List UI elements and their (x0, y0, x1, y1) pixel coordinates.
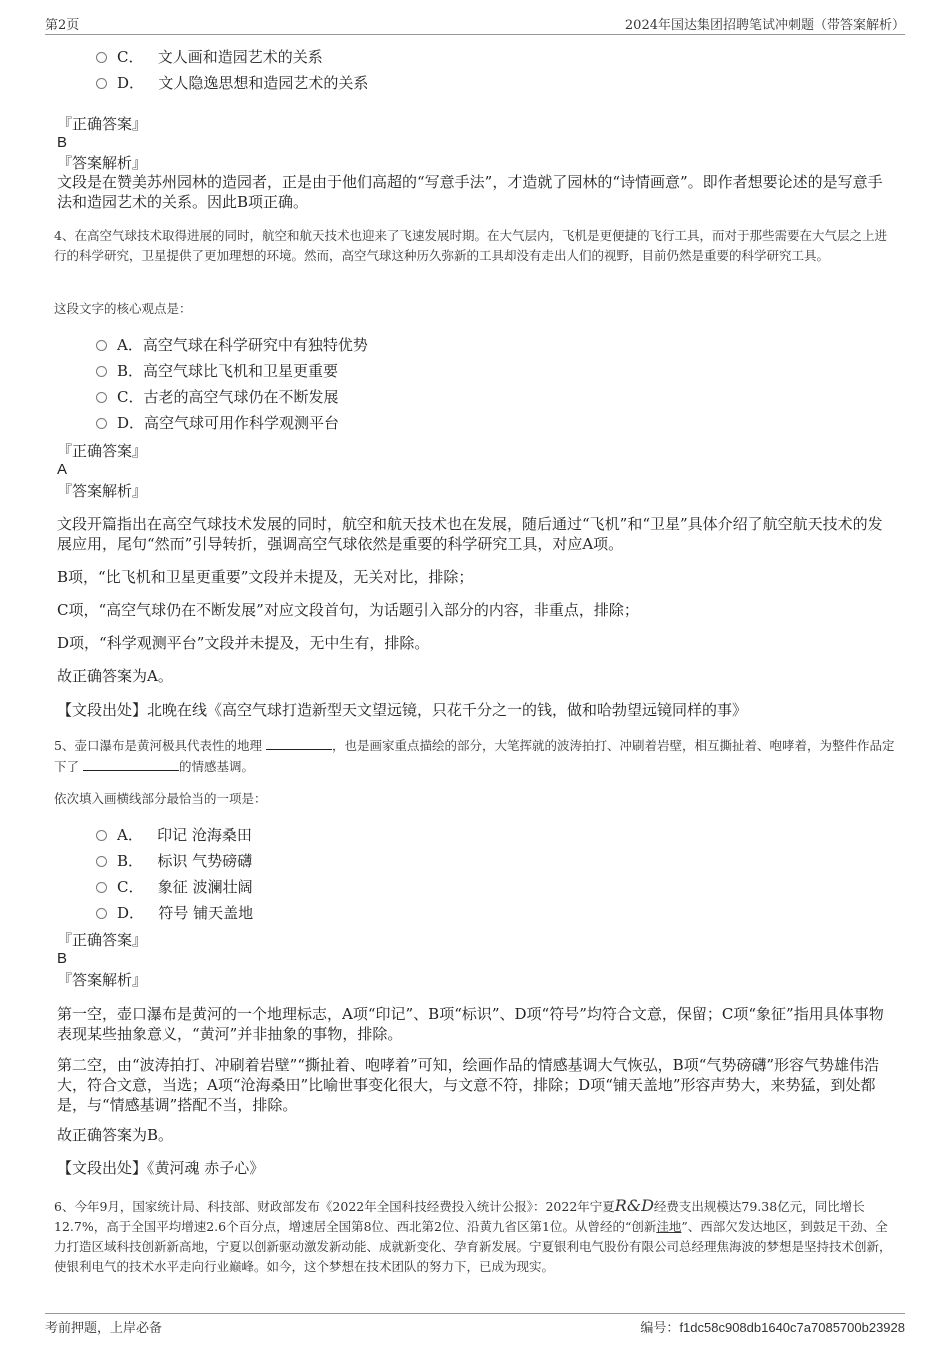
q4-prompt: 这段文字的核心观点是： (54, 301, 192, 316)
radio-icon[interactable] (96, 392, 107, 403)
source-label: 【文段出处】 (57, 701, 148, 719)
q5-option-d[interactable]: D． 符号 铺天盖地 (96, 903, 253, 923)
q6-stem: 6、今年9月，国家统计局、科技部、财政部发布《2022年全国科技经费投入统计公报》：2022年宁夏R&D经费支出规模达79.38亿元，同比增长12.7%，高于全国平均增速2.6个百分点，增速居全国第8位、西北第2位、沿黄九省区第1位。从曾经的“创新洼地”、西部欠发达地区，到鼓足干劲、全力打造区域科技创新新高地，宁夏以创新驱动激发新动能、成就新变化、孕育新发展。宁夏银利电气股份有限公司总经理焦海波的梦想是坚持技术创新，使银利电气的技术水平走向行业巅峰。如今，这个梦想在技术团队的努力下，已成为现实。 (54, 1196, 892, 1274)
q5-option-c[interactable]: C． 象征 波澜壮阔 (96, 877, 253, 897)
q3-analysis-label: 『答案解析』 (57, 154, 148, 172)
q4-option-d[interactable]: D．高空气球可用作科学观测平台 (96, 413, 339, 433)
q5-analysis-p1: 第一空，壶口瀑布是黄河的一个地理标志，A项“印记”、B项“标识”、D项“符号”均符合文意，保留；C项“象征”指用具体事物表现某些抽象意义，“黄河”并非抽象的事物，排除。 (57, 1005, 884, 1043)
q5-analysis-label: 『答案解析』 (57, 971, 148, 989)
source-text: 《黄河魂 赤子心》 (147, 1159, 265, 1177)
q4-analysis-p2: B项，“比飞机和卫星更重要”文段并未提及，无关对比，排除； (57, 568, 474, 586)
q3-answer-label: 『正确答案』 (57, 115, 148, 133)
q4-answer: A (57, 461, 68, 478)
q3-answer: B (57, 134, 68, 151)
q4-option-c[interactable]: C．古老的高空气球仍在不断发展 (96, 387, 339, 407)
q3-option-c[interactable]: C． 文人画和造园艺术的关系 (96, 47, 323, 67)
radio-icon[interactable] (96, 52, 107, 63)
radio-icon[interactable] (96, 366, 107, 377)
q5-option-b[interactable]: B． 标识 气势磅礴 (96, 851, 252, 871)
q5-analysis-p3: 故正确答案为B。 (57, 1126, 174, 1144)
q4-option-a[interactable]: A．高空气球在科学研究中有独特优势 (96, 335, 368, 355)
document-title: 2024年国达集团招聘笔试冲刺题（带答案解析） (624, 18, 905, 33)
q5-option-a[interactable]: A． 印记 沧海桑田 (96, 825, 252, 845)
q4-analysis-p1: 文段开篇指出在高空气球技术发展的同时，航空和航天技术也在发展，随后通过“飞机”和“卫星”具体介绍了航空航天技术的发展应用，尾句“然而”引导转折，强调高空气球依然是重要的科学研究工具，对应A项。 (57, 515, 883, 553)
q4-answer-label: 『正确答案』 (57, 442, 148, 460)
radio-icon[interactable] (96, 340, 107, 351)
q4-stem: 4、在高空气球技术取得进展的同时，航空和航天技术也迎来了飞速发展时期。在大气层内，飞机是更便捷的飞行工具，而对于那些需要在大气层之上进行的科学研究，卫星提供了更加理想的环境。然而，高空气球这种历久弥新的工具却没有走出人们的视野，目前仍然是重要的科学研究工具。 (54, 228, 887, 263)
radio-icon[interactable] (96, 908, 107, 919)
blank-2 (83, 756, 179, 771)
source-text: 北晚在线《高空气球打造新型天文望远镜，只花千分之一的钱，做和哈勃望远镜同样的事》 (147, 701, 748, 719)
q5-stem: 5、壶口瀑布是黄河极具代表性的地理 ，也是画家重点描绘的部分，大笔挥就的波涛拍打、冲刷着岩壁，相互撕扯着、咆哮着，为整件作品定下了 的情感基调。 (54, 735, 896, 777)
q5-answer-label: 『正确答案』 (57, 931, 148, 949)
source-label: 【文段出处】 (57, 1159, 148, 1177)
q4-analysis-p3: C项，“高空气球仍在不断发展”对应文段首句，为话题引入部分的内容，非重点，排除； (57, 601, 639, 619)
q3-analysis: 文段是在赞美苏州园林的造园者，正是由于他们高超的“写意手法”，才造就了园林的“诗情画意”。即作者想要论述的是写意手法和造园艺术的关系。因此B项正确。 (57, 173, 883, 211)
q5-source (57, 1158, 895, 1178)
radio-icon[interactable] (96, 78, 107, 89)
radio-icon[interactable] (96, 830, 107, 841)
q4-analysis-p4: D项，“科学观测平台”文段并未提及，无中生有，排除。 (57, 634, 430, 652)
math-rd: R&D (614, 1196, 654, 1215)
radio-icon[interactable] (96, 418, 107, 429)
document-code: 编号：f1dc58c908db1640c7a7085700b23928 (640, 1320, 905, 1336)
q4-analysis-p5: 故正确答案为A。 (57, 667, 173, 685)
q3-option-d[interactable]: D． 文人隐逸思想和造园艺术的关系 (96, 73, 368, 93)
page-header (45, 12, 905, 35)
underlined-term: 洼地 (656, 1219, 682, 1234)
q5-answer: B (57, 950, 68, 967)
page-number: 第2页 (45, 18, 80, 33)
blank-1 (266, 735, 332, 750)
footer-slogan: 考前押题，上岸必备 (45, 1321, 163, 1336)
q5-prompt: 依次填入画横线部分最恰当的一项是： (54, 791, 267, 806)
q4-analysis-label: 『答案解析』 (57, 482, 148, 500)
page-footer (45, 1313, 905, 1338)
radio-icon[interactable] (96, 882, 107, 893)
q5-analysis-p2: 第二空，由“波涛拍打、冲刷着岩壁”“撕扯着、咆哮着”可知，绘画作品的情感基调大气恢弘，B项“气势磅礴”形容气势雄伟浩大，符合文意，当选；A项“沧海桑田”比喻世事变化很大，与文意不符，排除；D项“铺天盖地”形容声势大，来势猛，到处都是，与“情感基调”搭配不当，排除。 (57, 1056, 880, 1114)
radio-icon[interactable] (96, 856, 107, 867)
q4-option-b[interactable]: B．高空气球比飞机和卫星更重要 (96, 361, 338, 381)
q4-source (57, 700, 895, 720)
